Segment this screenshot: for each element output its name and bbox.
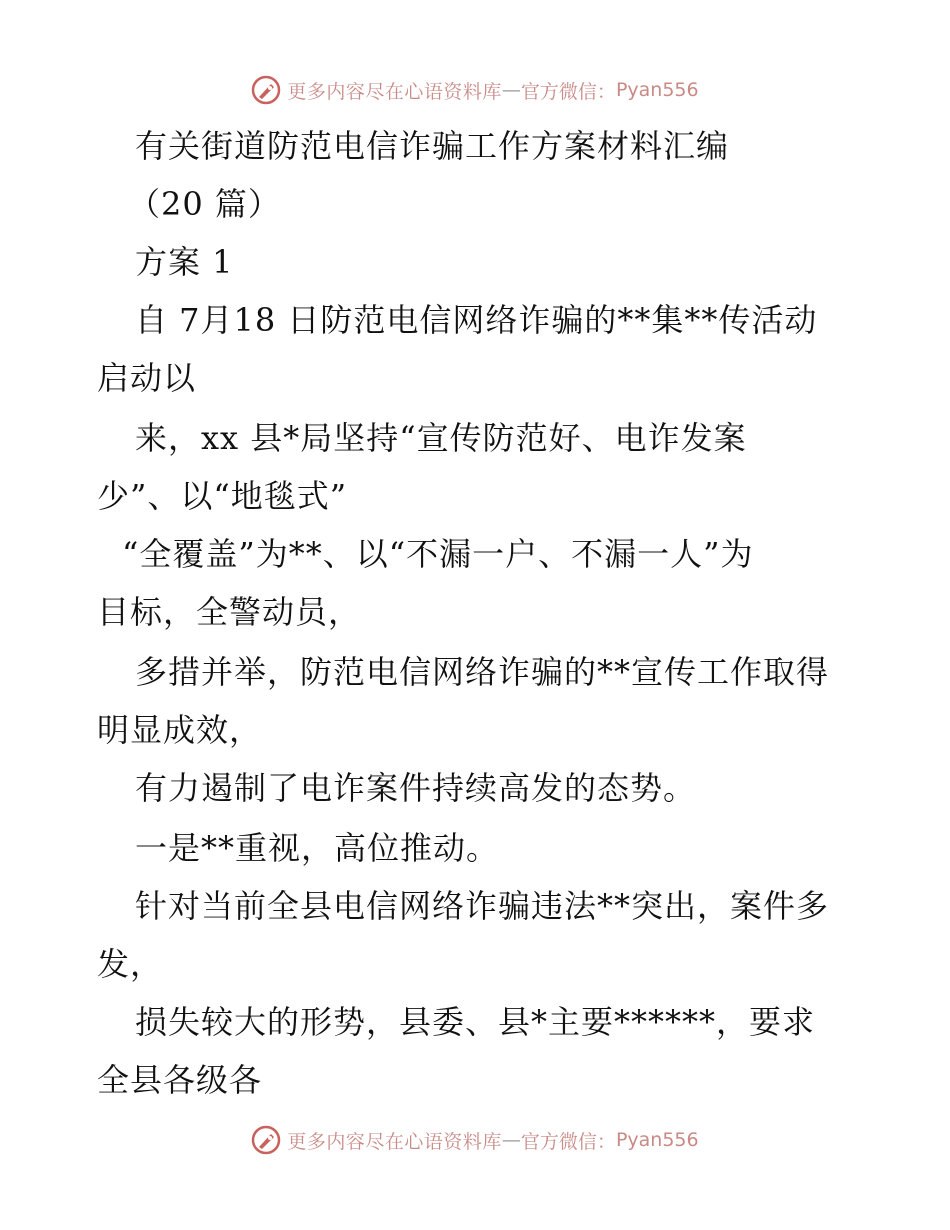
paragraph-line: 发， [97, 945, 164, 983]
paragraph-line: 多措并举，防范电信网络诈骗的**宣传工作取得 [135, 653, 830, 691]
paragraph-line: 明显成效， [97, 711, 263, 749]
paragraph-line: 针对当前全县电信网络诈骗违法**突出，案件多 [135, 887, 830, 925]
watermark-separator: — [501, 1129, 521, 1151]
paragraph-line: 有力遏制了电诈案件持续高发的态势。 [135, 769, 697, 807]
paragraph-line: 自 7月18 日防范电信网络诈骗的**集**传活动 [135, 301, 818, 339]
watermark-footer [0, 1120, 950, 1160]
watermark-wechat-id: Pyan556 [615, 1129, 699, 1151]
watermark-header [0, 70, 950, 110]
watermark-text: 更多内容尽在心语资料库 [287, 1130, 502, 1153]
paragraph-line: “全覆盖”为**、以“不漏一户、不漏一人”为 [122, 535, 754, 573]
watermark-separator: — [501, 79, 521, 101]
watermark-wechat-id: Pyan556 [615, 79, 699, 101]
document-subtitle: （20 篇） [128, 185, 281, 223]
paragraph-line: 少”、以“地毯式” [97, 477, 348, 515]
paragraph-line: 目标，全警动员， [97, 593, 362, 631]
pen-nib-logo-icon [251, 75, 281, 105]
paragraph-line: 损失较大的形势，县委、县*主要******，要求 [135, 1003, 816, 1041]
paragraph-line: 来，xx 县*局坚持“宣传防范好、电诈发案 [135, 419, 747, 457]
pen-nib-logo-icon [251, 1125, 281, 1155]
watermark-text: 更多内容尽在心语资料库 [287, 80, 502, 103]
watermark-wechat-label: 官方微信： [520, 1130, 616, 1153]
document-title: 有关街道防范电信诈骗工作方案材料汇编 [135, 127, 730, 165]
paragraph-line: 一是**重视，高位推动。 [135, 829, 500, 867]
paragraph-line: 全县各级各 [97, 1061, 263, 1099]
section-heading: 方案 1 [135, 243, 234, 281]
paragraph-line: 启动以 [97, 359, 197, 397]
watermark-wechat-label: 官方微信： [520, 80, 616, 103]
